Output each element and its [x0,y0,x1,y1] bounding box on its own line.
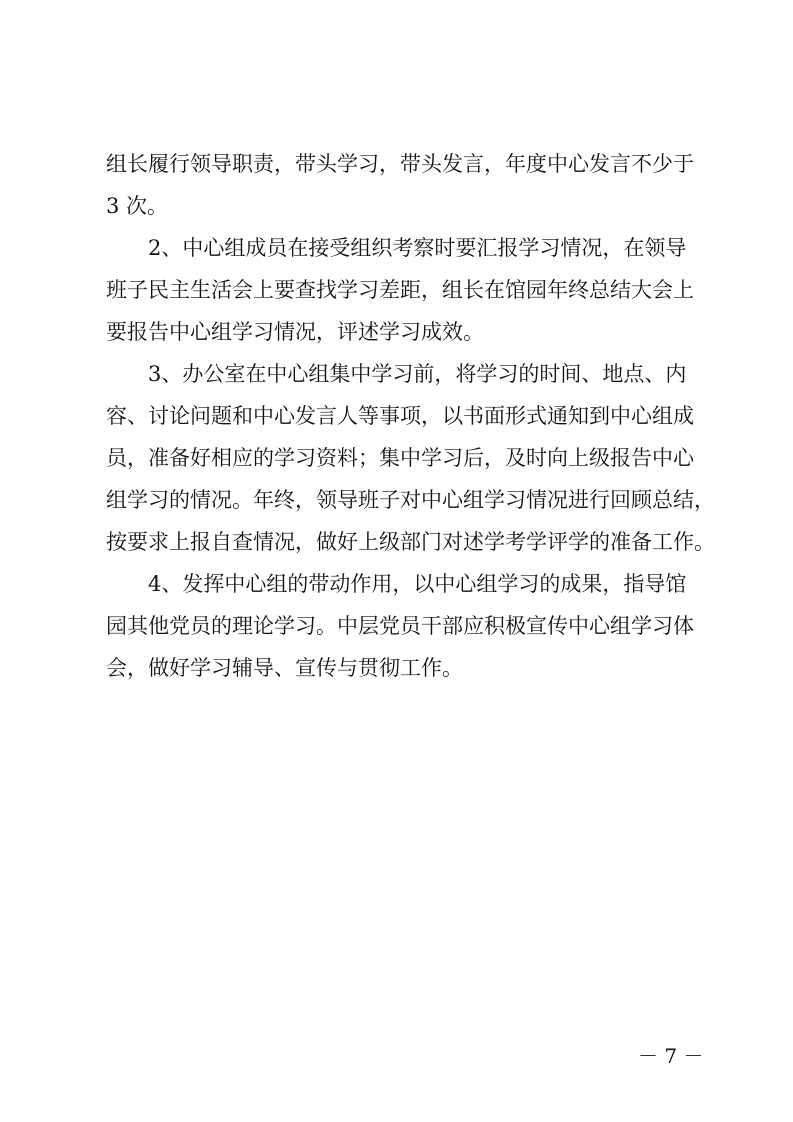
paragraph-4-line-1: 4、发挥中心组的带动作用，以中心组学习的成果，指导馆 [148,572,687,596]
paragraph-3-line-1: 3、办公室在中心组集中学习前，将学习的时间、地点、内 [148,362,687,386]
paragraph-3-line-5: 按要求上报自查情况，做好上级部门对述学考学评学的准备工作。 [106,530,715,554]
paragraph-2-line-2: 班子民主生活会上要查找学习差距，组长在馆园年终总结大会上 [106,278,694,302]
paragraph-2-line-1: 2、中心组成员在接受组织考察时要汇报学习情况，在领导 [148,236,687,260]
page-number: － 7 － [638,1044,704,1068]
paragraph-2-line-3: 要报告中心组学习情况，评述学习成效。 [106,320,484,344]
paragraph-3-line-4: 组学习的情况。年终，领导班子对中心组学习情况进行回顾总结， [106,488,715,512]
paragraph-1-line-2: 3 次。 [106,194,169,218]
paragraph-3-line-2: 容、讨论问题和中心发言人等事项，以书面形式通知到中心组成 [106,404,694,428]
paragraph-3-line-3: 员，准备好相应的学习资料；集中学习后，及时向上级报告中心 [106,446,694,470]
paragraph-4-line-2: 园其他党员的理论学习。中层党员干部应积极宣传中心组学习体 [106,614,694,638]
paragraph-4-line-3: 会，做好学习辅导、宣传与贯彻工作。 [106,656,463,680]
paragraph-1-line-1: 组长履行领导职责，带头学习，带头发言，年度中心发言不少于 [106,152,694,176]
